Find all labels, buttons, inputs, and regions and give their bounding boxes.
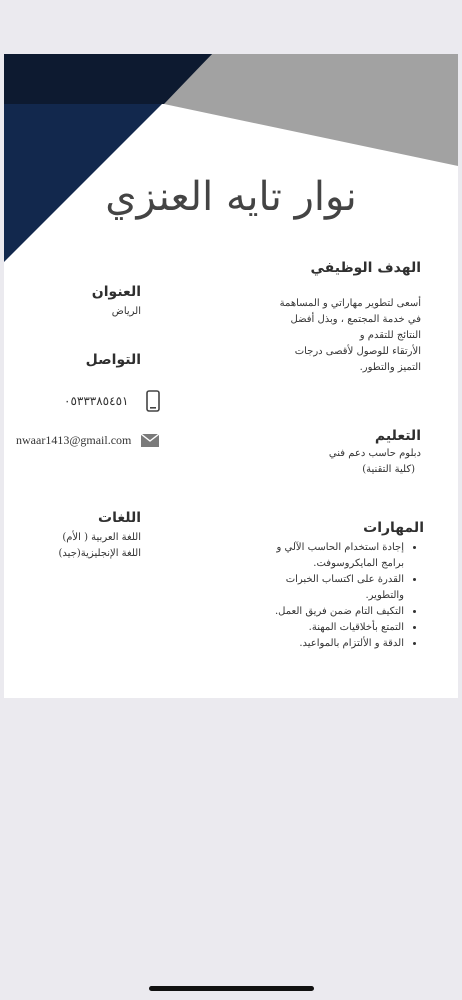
skill-item: • القدرة على اكتساب الخبرات والتطوير. xyxy=(254,572,404,604)
education-section xyxy=(261,428,421,478)
skill-item: • إجادة استخدام الحاسب الآلي و برامج المايكروسوفت. xyxy=(254,540,404,572)
address-heading: العنوان xyxy=(91,284,141,300)
phone-icon xyxy=(146,390,160,412)
objective-line: النتائج للتقدم و xyxy=(359,330,421,341)
languages-heading: اللغات xyxy=(98,510,141,526)
email-row xyxy=(16,433,159,448)
objective-text xyxy=(251,296,421,376)
candidate-name: نوار تايه العنزي xyxy=(105,174,357,220)
objective-section xyxy=(251,260,421,276)
education-degree: دبلوم حاسب دعم فني xyxy=(328,448,421,459)
resume-page xyxy=(4,54,458,698)
email-address[interactable]: nwaar1413@gmail.com xyxy=(16,433,132,447)
address-value: الرياض xyxy=(111,306,141,317)
phone-row xyxy=(64,390,160,412)
envelope-icon xyxy=(141,434,159,447)
objective-line: في خدمة المجتمع ، وبذل أفضل xyxy=(290,314,421,325)
skill-item: • الدقة و الألتزام بالمواعيد. xyxy=(254,636,404,652)
education-heading: التعليم xyxy=(374,428,421,444)
phone-number[interactable]: ٠٥٣٣٣٨٥٤٥١ xyxy=(64,394,129,408)
skill-item: • التكيف التام ضمن فريق العمل. xyxy=(254,604,404,620)
objective-line: أسعى لتطوير مهاراتي و المساهمة xyxy=(279,298,421,309)
skill-item: • التمتع بأخلاقيات المهنة. xyxy=(254,620,404,636)
address-section xyxy=(21,284,141,320)
skills-heading: المهارات xyxy=(363,520,424,536)
home-indicator[interactable] xyxy=(149,986,314,991)
objective-line: التميز والتطور. xyxy=(359,362,421,373)
objective-heading: الهدف الوظيفي xyxy=(310,260,421,276)
contact-section xyxy=(21,352,141,368)
education-institution: (كلية التقنية) xyxy=(362,464,415,475)
skills-list xyxy=(254,540,424,652)
objective-line: الأرتقاء للوصول لأقصى درجات xyxy=(294,346,421,357)
languages-section xyxy=(11,510,141,562)
skills-section xyxy=(254,520,424,652)
contact-heading: التواصل xyxy=(85,352,141,368)
language-item: اللغة العربية ( الأم) xyxy=(62,532,141,543)
language-item: اللغة الإنجليزية(جيد) xyxy=(58,548,141,559)
